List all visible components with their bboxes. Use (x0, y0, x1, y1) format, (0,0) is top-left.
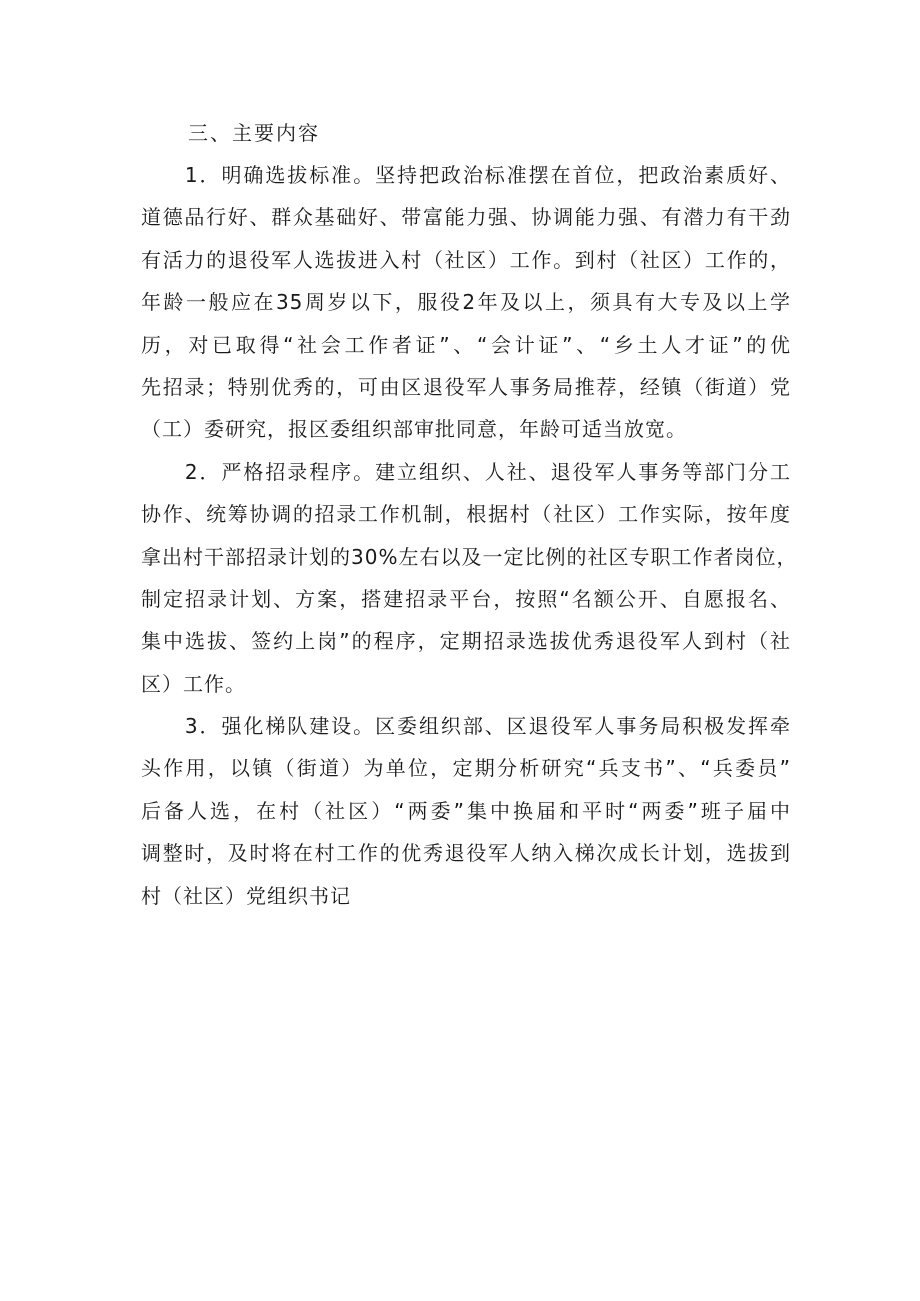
paragraph-1 (141, 154, 791, 451)
paragraph-line: 先招录；特别优秀的，可由区退役军人事务局推荐，经镇（街道）党 (141, 374, 791, 399)
document-body (141, 112, 798, 917)
paragraph-2 (141, 451, 798, 705)
paragraph-line: 有活力的退役军人选拔进入村（社区）工作。到村（社区）工作的， (141, 247, 791, 272)
paragraph-line: 制定招录计划、方案，搭建招录平台，按照“名额公开、自愿报名、 (141, 586, 791, 611)
paragraph-line: 调整时，及时将在村工作的优秀退役军人纳入梯次成长计划，选拔到 (141, 841, 791, 866)
paragraph-line: 2．严格招录程序。建立组织、人社、退役军人事务等部门分工 (141, 459, 791, 484)
paragraph-line: 1．明确选拔标准。坚持把政治标准摆在首位，把政治素质好、 (141, 163, 791, 187)
paragraph-line: 协作、统筹协调的招录工作机制，根据村（社区）工作实际，按年度 (141, 502, 791, 527)
paragraph-line: 头作用，以镇（街道）为单位，定期分析研究“兵支书”、“兵委员” (141, 756, 791, 781)
paragraph-line: 年龄一般应在35周岁以下，服役2年及以上，须具有大专及以上学 (141, 290, 791, 315)
paragraph-line: 道德品行好、群众基础好、带富能力强、协调能力强、有潜力有干劲 (141, 205, 791, 230)
section-heading: 三、主要内容 (188, 121, 320, 145)
paragraph-line: 村（社区）党组织书记 (141, 883, 351, 908)
paragraph-line: 3．强化梯队建设。区委组织部、区退役军人事务局积极发挥牵 (141, 714, 791, 739)
paragraph-line: 区）工作。 (141, 671, 246, 696)
paragraph-line: 拿出村干部招录计划的30%左右以及一定比例的社区专职工作者岗位， (141, 544, 798, 569)
paragraph-3 (141, 705, 791, 917)
paragraph-line: 集中选拔、签约上岗”的程序，定期招录选拔优秀退役军人到村（社 (141, 629, 791, 654)
paragraph-line: 历，对已取得“社会工作者证”、“会计证”、“乡土人才证”的优 (141, 332, 791, 357)
paragraph-line: 后备人选，在村（社区）“两委”集中换届和平时“两委”班子届中 (141, 798, 791, 823)
paragraph-line: （工）委研究，报区委组织部审批同意，年龄可适当放宽。 (141, 417, 687, 442)
